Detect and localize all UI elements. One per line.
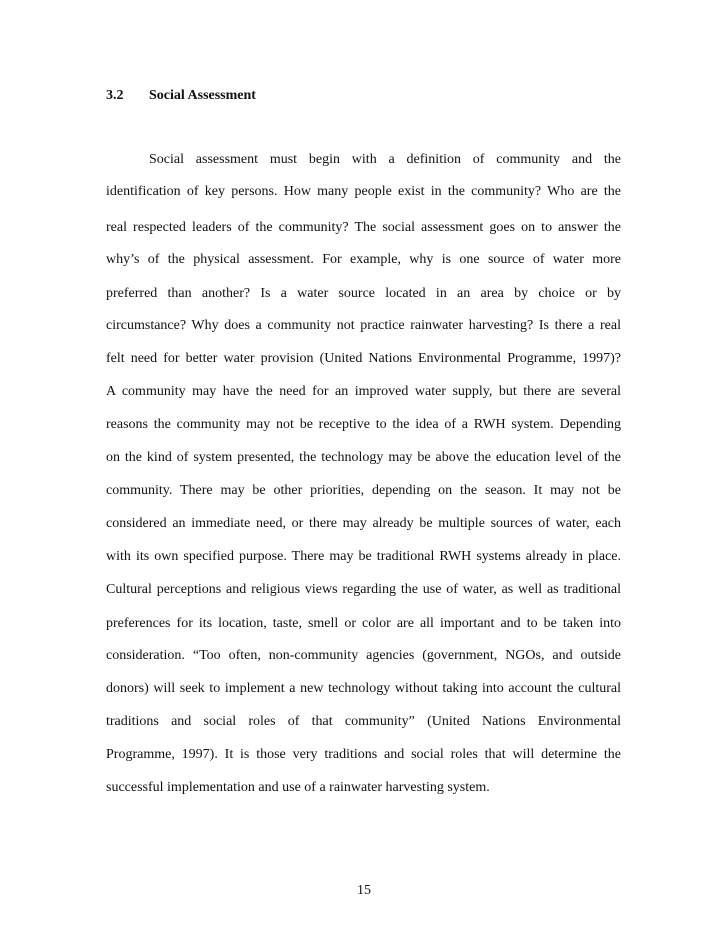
paragraph-line: donors) will seek to implement a new technology without taking into account the cultural	[106, 681, 621, 696]
paragraph-line: preferred than another? Is a water source located in an area by choice or by	[106, 286, 621, 301]
paragraph-line: felt need for better water provision (United Nations Environmental Programme, 1997)?	[106, 351, 621, 366]
paragraph-line: Social assessment must begin with a definition of community and the	[149, 152, 621, 167]
paragraph-line: considered an immediate need, or there may already be multiple sources of water, each	[106, 516, 621, 531]
paragraph-line: circumstance? Why does a community not practice rainwater harvesting? Is there a real	[106, 318, 621, 333]
paragraph-line: reasons the community may not be receptive to the idea of a RWH system. Depending	[106, 417, 621, 432]
section-number: 3.2	[106, 88, 124, 103]
paragraph-line: preferences for its location, taste, smell or color are all important and to be taken into	[106, 616, 621, 631]
section-heading	[106, 87, 256, 105]
paragraph-line: with its own specified purpose. There may be traditional RWH systems already in place.	[106, 549, 621, 564]
paragraph-line: on the kind of system presented, the technology may be above the education level of the	[106, 450, 621, 465]
paragraph-line: consideration. “Too often, non-community agencies (government, NGOs, and outside	[106, 648, 621, 663]
paragraph-line: successful implementation and use of a rainwater harvesting system.	[106, 780, 490, 795]
paragraph-line: identification of key persons. How many people exist in the community? Who are the	[106, 184, 621, 199]
section-title: Social Assessment	[149, 88, 256, 103]
paragraph-line: Programme, 1997). It is those very traditions and social roles that will determine the	[106, 747, 621, 762]
paragraph-line: Cultural perceptions and religious views regarding the use of water, as well as traditional	[106, 582, 621, 597]
paragraph-line: why’s of the physical assessment. For example, why is one source of water more	[106, 252, 621, 267]
page-number: 15	[357, 883, 371, 898]
paragraph-line: traditions and social roles of that community” (United Nations Environmental	[106, 714, 621, 729]
paragraph-line: A community may have the need for an improved water supply, but there are several	[106, 384, 621, 399]
paragraph-line: real respected leaders of the community? The social assessment goes on to answer the	[106, 220, 621, 235]
paragraph-line: community. There may be other priorities, depending on the season. It may not be	[106, 483, 621, 498]
